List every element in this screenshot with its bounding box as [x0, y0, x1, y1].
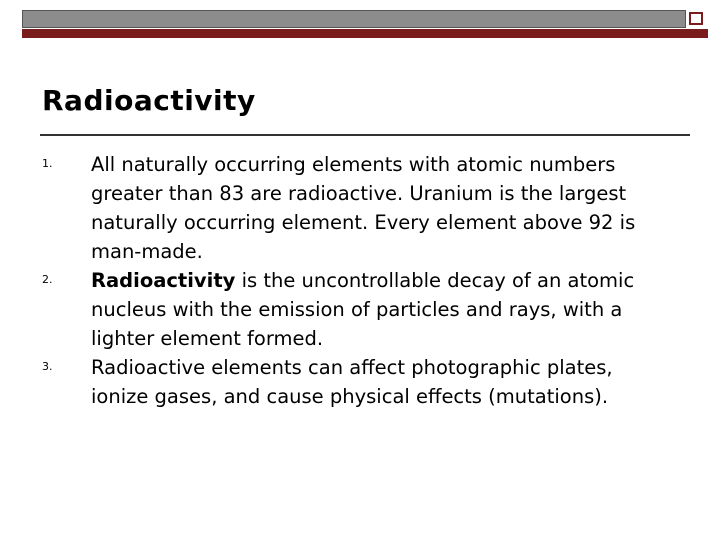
numbered-list — [42, 150, 662, 411]
slide-title: Radioactivity — [42, 84, 256, 117]
title-divider — [40, 134, 690, 136]
list-item-text: All naturally occurring elements with atomic numbers greater than 83 are radioactive. Uranium is the largest naturally occurring element. Every element above 92 is man-made. — [91, 153, 636, 263]
header-red-band — [22, 29, 708, 38]
list-item — [42, 266, 662, 353]
list-item — [42, 353, 662, 411]
header-gray-band — [22, 10, 686, 28]
list-item — [42, 150, 662, 266]
list-item-text: is the uncontrollable decay of an atomic nucleus with the emission of particles and rays, with a lighter element formed. — [91, 269, 635, 350]
list-item-bold-term: Radioactivity — [91, 269, 236, 292]
list-item-text: Radioactive elements can affect photographic plates, ionize gases, and cause physical effects (mutations). — [91, 356, 613, 408]
header-corner-square — [689, 12, 703, 25]
list-item-number: 3. — [42, 360, 53, 373]
header-decoration-bar — [22, 10, 708, 38]
list-item-number: 2. — [42, 273, 53, 286]
list-item-number: 1. — [42, 157, 53, 170]
